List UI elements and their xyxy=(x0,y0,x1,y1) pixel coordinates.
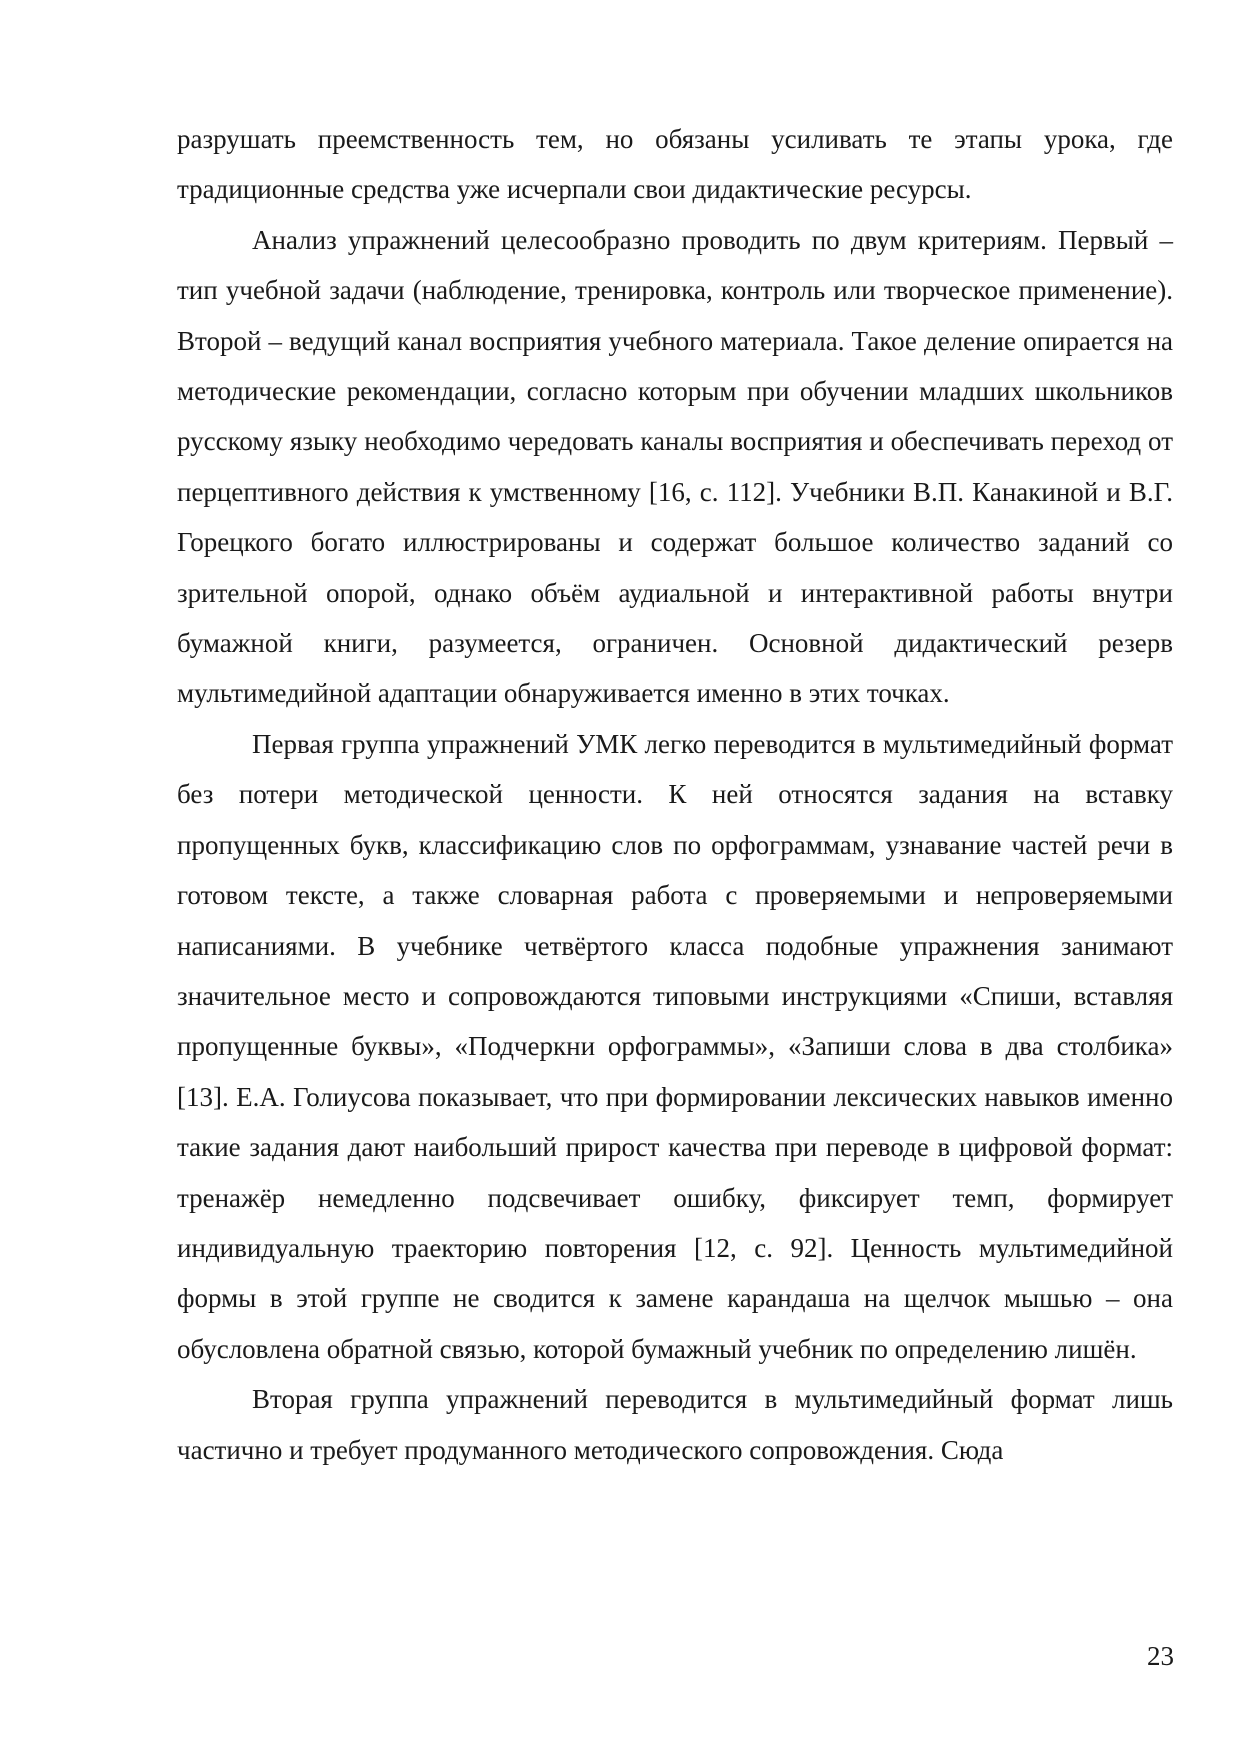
paragraph-analysis-criteria: Анализ упражнений целесообразно проводить по двум критериям. Первый – тип учебной задачи (наблюдение, тренировка, контроль или творческое применение). Второй – ведущий канал восприятия учебного материала. Такое деление опирается на методические рекомендации, согласно которым при обучении младших школьников русскому языку необходимо чередовать каналы восприятия и обеспечивать переход от перцептивного действия к умственному [16, с. 112]. Учебники В.П. Канакиной и В.Г. Горецкого богато иллюстрированы и содержат большое количество заданий со зрительной опорой, однако объём аудиальной и интерактивной работы внутри бумажной книги, разумеется, ограничен. Основной дидактический резерв мультимедийной адаптации обнаруживается именно в этих точках. xyxy=(177,224,1173,709)
paragraph-first-group: Первая группа упражнений УМК легко переводится в мультимедийный формат без потери методической ценности. К ней относятся задания на вставку пропущенных букв, классификацию слов по орфограммам, узнавание частей речи в готовом тексте, а также словарная работа с проверяемыми и непроверяемыми написаниями. В учебнике четвёртого класса подобные упражнения занимают значительное место и сопровождаются типовыми инструкциями «Спиши, вставляя пропущенные буквы», «Подчеркни орфограммы», «Запиши слова в два столбика» [13]. Е.А. Голиусова показывает, что при формировании лексических навыков именно такие задания дают наибольший прирост качества при переводе в цифровой формат: тренажёр немедленно подсвечивает ошибку, фиксирует темп, формирует индивидуальную траекторию повторения [12, с. 92]. Ценность мультимедийной формы в этой группе не сводится к замене карандаша на щелчок мышью – она обусловлена обратной связью, которой бумажный учебник по определению лишён. xyxy=(177,728,1173,1364)
paragraph-continuation: разрушать преемственность тем, но обязаны усиливать те этапы урока, где традиционные средства уже исчерпали свои дидактические ресурсы. xyxy=(177,124,1173,205)
paragraph-second-group: Вторая группа упражнений переводится в мультимедийный формат лишь частично и требует продуманного методического сопровождения. Сюда xyxy=(177,1384,1173,1465)
page-number: 23 xyxy=(1147,1641,1174,1671)
body-text xyxy=(177,114,1173,1475)
